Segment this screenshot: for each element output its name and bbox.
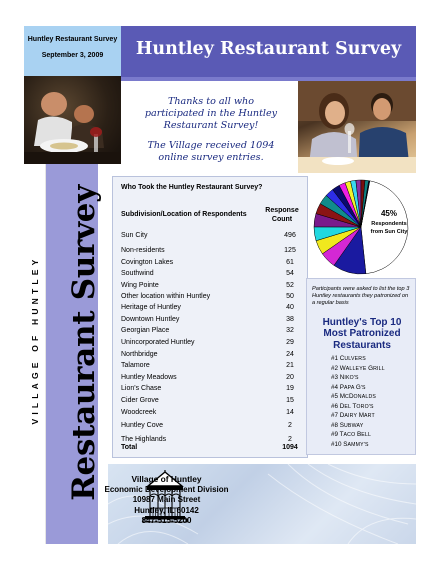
- row-location: Huntley Cove: [121, 422, 164, 429]
- row-location: Other location within Huntley: [121, 293, 211, 300]
- top10-initial: S: [339, 421, 344, 429]
- top10-item: [331, 383, 415, 393]
- row-count: 29: [286, 339, 294, 346]
- row-location: Cider Grove: [121, 397, 159, 404]
- top10-initial: D: [339, 412, 345, 419]
- row-count: 32: [286, 327, 294, 334]
- table-row: [121, 270, 305, 282]
- top10-rest2: 'S: [360, 384, 366, 391]
- table-row: [121, 232, 305, 244]
- location-column-header: Subdivision/Location of Respondents: [121, 211, 247, 218]
- top10-rest2: ORO'S: [356, 403, 374, 410]
- table-row: [121, 422, 305, 434]
- top10-rest: AMMY'S: [347, 441, 369, 448]
- row-count: 2: [288, 422, 292, 429]
- top10-rest: ACO: [343, 432, 357, 438]
- village-vertical-label: VILLAGE OF HUNTLEY: [30, 255, 40, 425]
- top10-panel: [306, 278, 416, 455]
- top10-initial2: M: [358, 412, 364, 419]
- top10-item: [331, 430, 415, 440]
- top10-rest: C: [345, 394, 349, 400]
- top10-rank: #7: [331, 412, 339, 419]
- dining-photo-art: [24, 76, 121, 164]
- top10-rest: EL: [344, 403, 353, 410]
- top10-heading: [307, 317, 417, 351]
- top10-rank: #1: [331, 355, 339, 362]
- top10-heading-line-3: Restaurants: [333, 339, 391, 351]
- respondents-table-panel: [112, 176, 308, 458]
- row-count: 61: [286, 259, 294, 266]
- top10-rest: IKO'S: [344, 375, 359, 381]
- table-row: [121, 304, 305, 316]
- top10-initial2: G: [355, 383, 361, 391]
- thanks-line-3: Restaurant Survey!: [163, 120, 259, 132]
- row-location: Georgian Place: [121, 327, 170, 334]
- respondents-table-title: Who Took the Huntley Restaurant Survey?: [121, 184, 263, 191]
- footer-division: Economic Development Division: [104, 484, 229, 494]
- count-header-line-1: Response: [265, 207, 299, 214]
- row-location: Woodcreek: [121, 409, 157, 416]
- top10-rank: #9: [331, 431, 339, 438]
- respondents-pie-chart: [306, 178, 416, 278]
- top10-rest2: RILL: [373, 365, 385, 372]
- top10-intro: Participants were asked to list the top 3 Huntley restaurants they patronized on a regular basis: [312, 286, 410, 307]
- row-location: Downtown Huntley: [121, 316, 180, 323]
- top10-initial2: B: [357, 431, 362, 438]
- table-row: [121, 409, 305, 421]
- couple-dining-photo: [298, 81, 416, 173]
- row-count: 21: [286, 362, 294, 369]
- top10-initial: W: [339, 364, 346, 372]
- vertical-title: Restaurant Survey: [66, 185, 102, 501]
- table-row: [121, 385, 305, 397]
- table-row: [121, 247, 305, 259]
- top10-item: [331, 411, 415, 421]
- top10-rank: #6: [331, 402, 339, 410]
- row-location: Sun City: [121, 232, 148, 239]
- top10-initial: P: [339, 383, 344, 391]
- footer-phone: 847-515-5200: [141, 516, 192, 526]
- row-count: 40: [286, 304, 294, 311]
- count-header-line-2: Count: [271, 216, 293, 224]
- thanks-line-4: The Village received 1094: [147, 139, 275, 151]
- row-count: 38: [286, 316, 294, 323]
- table-row: [121, 259, 305, 271]
- thanks-message: [126, 96, 296, 164]
- top10-initial: D: [339, 402, 345, 410]
- top10-initial: S: [343, 440, 348, 448]
- row-count: 19: [286, 385, 294, 392]
- row-location: Heritage of Huntley: [121, 304, 181, 311]
- row-location: The Highlands: [121, 436, 167, 443]
- row-count: 125: [284, 247, 296, 254]
- page-title-banner: [121, 26, 416, 81]
- table-row: [121, 339, 305, 351]
- row-count: 2: [288, 436, 292, 443]
- thanks-line-1: Thanks to all who: [167, 96, 255, 107]
- top10-initial: N: [339, 374, 345, 381]
- top10-list: [331, 354, 415, 449]
- thanks-line-2: participated in the Huntley: [144, 108, 278, 120]
- row-location: Talamore: [121, 362, 150, 369]
- row-location: Non-residents: [121, 247, 165, 254]
- row-count: 54: [286, 270, 294, 277]
- table-row: [121, 351, 305, 363]
- total-value: 1094: [282, 444, 298, 451]
- table-row: [121, 316, 305, 328]
- top10-rest: APA: [343, 384, 356, 391]
- sidebar-date: September 3, 2009: [41, 52, 104, 59]
- top10-rest2: ART: [363, 413, 375, 419]
- top10-rest2: ONALDS: [353, 394, 377, 400]
- top10-item: [331, 392, 415, 402]
- top10-rank: #8: [331, 421, 339, 429]
- top10-initial: T: [339, 431, 344, 438]
- row-count: 496: [284, 232, 296, 239]
- row-count: 15: [286, 397, 294, 404]
- top10-initial: C: [339, 355, 345, 362]
- top10-item: [331, 440, 415, 450]
- top10-heading-line-2: Most Patronized: [323, 328, 401, 340]
- row-location: Covington Lakes: [121, 259, 174, 266]
- row-count: 20: [286, 374, 294, 381]
- row-location: Southwind: [121, 270, 154, 277]
- table-row: [121, 293, 305, 305]
- pie-slice: [361, 181, 408, 274]
- top10-initial2: D: [348, 393, 354, 400]
- count-column-header: [259, 206, 305, 224]
- pie-label-3: from Sun City: [370, 229, 408, 235]
- row-count: 50: [286, 293, 294, 300]
- row-location: Unincorporated Huntley: [121, 339, 195, 346]
- top10-initial2: T: [352, 402, 357, 410]
- row-count: 24: [286, 351, 294, 358]
- top10-rest: ALLEYE: [345, 365, 369, 372]
- row-count: 14: [286, 409, 294, 416]
- table-row: [121, 374, 305, 386]
- top10-rest: UBWAY: [343, 422, 364, 429]
- row-location: Northbridge: [121, 351, 158, 358]
- table-row: [121, 397, 305, 409]
- footer-city: Huntley, IL 60142: [134, 505, 199, 515]
- pie-label-1: 45%: [380, 209, 398, 218]
- footer-org: Village of Huntley: [131, 474, 202, 484]
- top10-initial2: G: [368, 364, 374, 372]
- top10-item: [331, 402, 415, 412]
- top10-rest: AIRY: [344, 413, 359, 419]
- table-row: [121, 362, 305, 374]
- thanks-line-5: online survey entries.: [158, 151, 264, 163]
- row-location: Huntley Meadows: [121, 374, 177, 381]
- top10-rest: ULVERS: [344, 356, 366, 362]
- total-label: Total: [121, 444, 138, 451]
- top10-item: [331, 373, 415, 383]
- row-location: Lion's Chase: [121, 385, 162, 392]
- row-location: Wing Pointe: [121, 282, 159, 289]
- top10-rank: #3: [331, 374, 339, 381]
- page-title: Huntley Restaurant Survey: [135, 39, 402, 59]
- pie-svg: [306, 178, 416, 278]
- footer-contact: [84, 474, 249, 526]
- table-row: [121, 282, 305, 294]
- pie-label-2: Respondents: [371, 221, 407, 227]
- top10-initial: M: [339, 393, 346, 400]
- couple-photo-art: [298, 81, 416, 173]
- top10-rank: #10: [331, 440, 342, 448]
- top10-item: [331, 354, 415, 364]
- sidebar-title: Huntley Restaurant Survey: [27, 36, 118, 43]
- footer-street: 10987 Main Street: [132, 495, 201, 505]
- top10-rest2: ELL: [361, 432, 372, 438]
- table-row: [121, 327, 305, 339]
- row-count: 52: [286, 282, 294, 289]
- table-total-row: [121, 444, 305, 456]
- top10-rank: #2: [331, 364, 339, 372]
- top10-item: [331, 421, 415, 431]
- top10-rank: #4: [331, 383, 339, 391]
- sidebar-header: [24, 26, 121, 76]
- dining-photo-left: [24, 76, 121, 164]
- top10-item: [331, 364, 415, 374]
- top10-rank: #5: [331, 393, 339, 400]
- top10-heading-line-1: Huntley's Top 10: [322, 317, 402, 328]
